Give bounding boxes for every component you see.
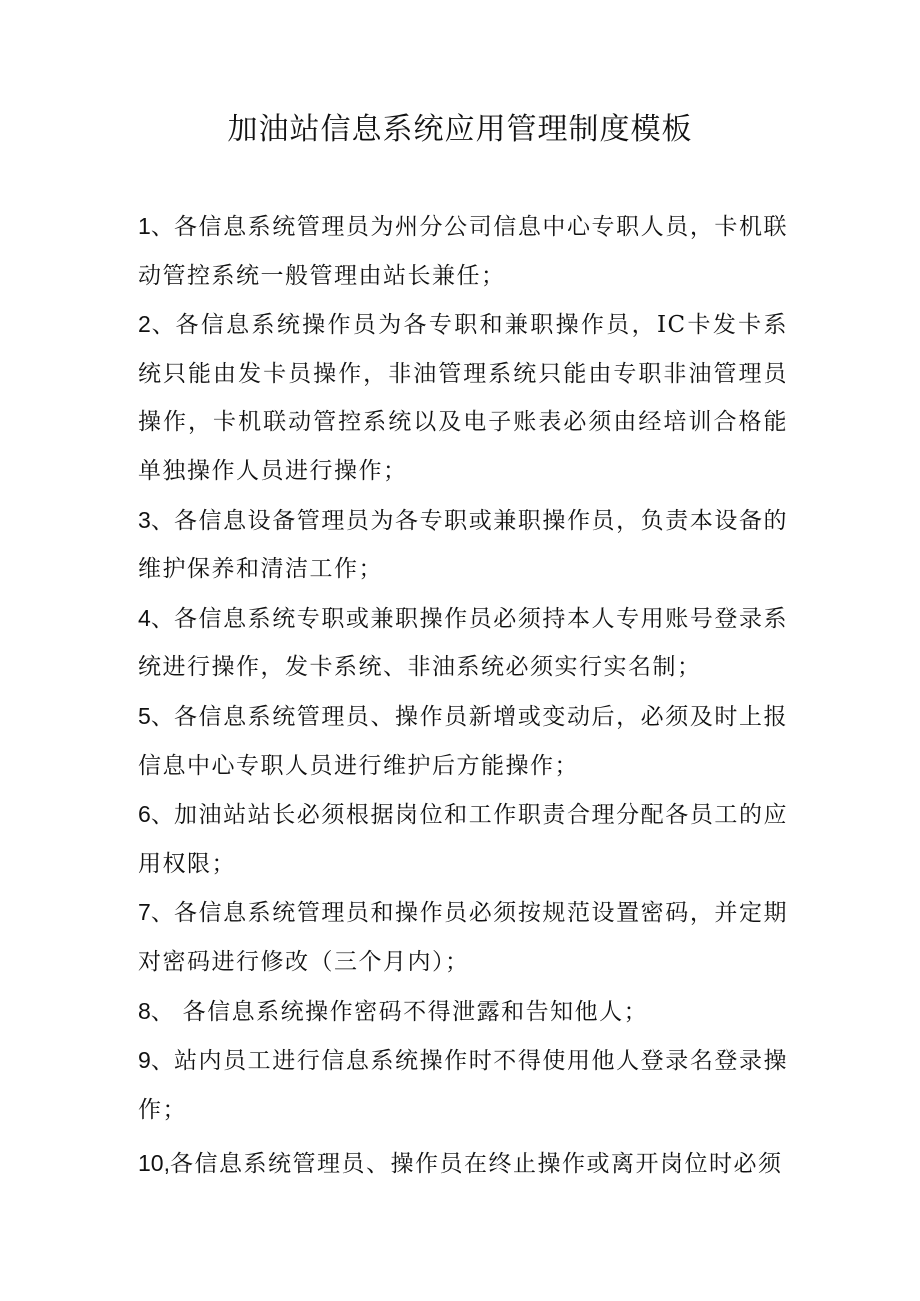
clause-text: 各信息系统操作密码不得泄露和告知他人； — [173, 998, 649, 1025]
clause-text: 站内员工进行信息系统操作时不得使用他人登录名登录操作； — [138, 1048, 789, 1123]
document-title: 加油站信息系统应用管理制度模板 — [227, 112, 693, 147]
clause-2 — [138, 300, 788, 495]
clause-3 — [138, 496, 788, 594]
clause-9 — [138, 1036, 788, 1134]
clause-7 — [138, 888, 788, 986]
clause-4 — [138, 594, 788, 692]
clause-5 — [138, 692, 788, 790]
clause-text: 各信息系统管理员为州分公司信息中心专职人员，卡机联动管控系统一般管理由站长兼任； — [138, 214, 789, 289]
clause-number: 3、 — [138, 506, 174, 533]
clause-number: 5、 — [138, 702, 174, 729]
clause-text: 各信息系统操作员为各专职和兼职操作员，IC卡发卡系统只能由发卡员操作，非油管理系统只能由专职非油管理员操作，卡机联动管控系统以及电子账表必须由经培训合格能单独操作人员进行操作； — [138, 312, 789, 484]
clause-number: 4、 — [138, 604, 174, 631]
clause-text: 各信息系统管理员、操作员在终止操作或离开岗位时必须 — [169, 1151, 783, 1178]
clause-text: 加油站站长必须根据岗位和工作职责合理分配各员工的应用权限； — [138, 802, 789, 877]
clause-8 — [138, 987, 788, 1037]
clause-number: 7、 — [138, 899, 174, 926]
clause-text: 各信息系统专职或兼职操作员必须持本人专用账号登录系统进行操作，发卡系统、非油系统必须实行实名制； — [138, 605, 789, 681]
clause-number: 6、 — [138, 801, 174, 828]
clause-text: 各信息设备管理员为各专职或兼职操作员，负责本设备的维护保养和清洁工作； — [138, 507, 789, 583]
clause-1 — [138, 202, 788, 300]
clause-text: 各信息系统管理员和操作员必须按规范设置密码，并定期对密码进行修改（三个月内）； — [138, 900, 789, 975]
clause-number: 8、 — [138, 997, 174, 1024]
clause-number: 1、 — [138, 213, 174, 239]
clause-number: 9、 — [138, 1047, 174, 1074]
clause-10 — [138, 1139, 788, 1189]
clause-text: 各信息系统管理员、操作员新增或变动后，必须及时上报信息中心专职人员进行维护后方能操作； — [138, 703, 789, 779]
clause-number: 10, — [138, 1150, 170, 1177]
clause-list — [138, 202, 788, 1189]
clause-number: 2、 — [138, 311, 176, 338]
clause-6 — [138, 790, 788, 888]
